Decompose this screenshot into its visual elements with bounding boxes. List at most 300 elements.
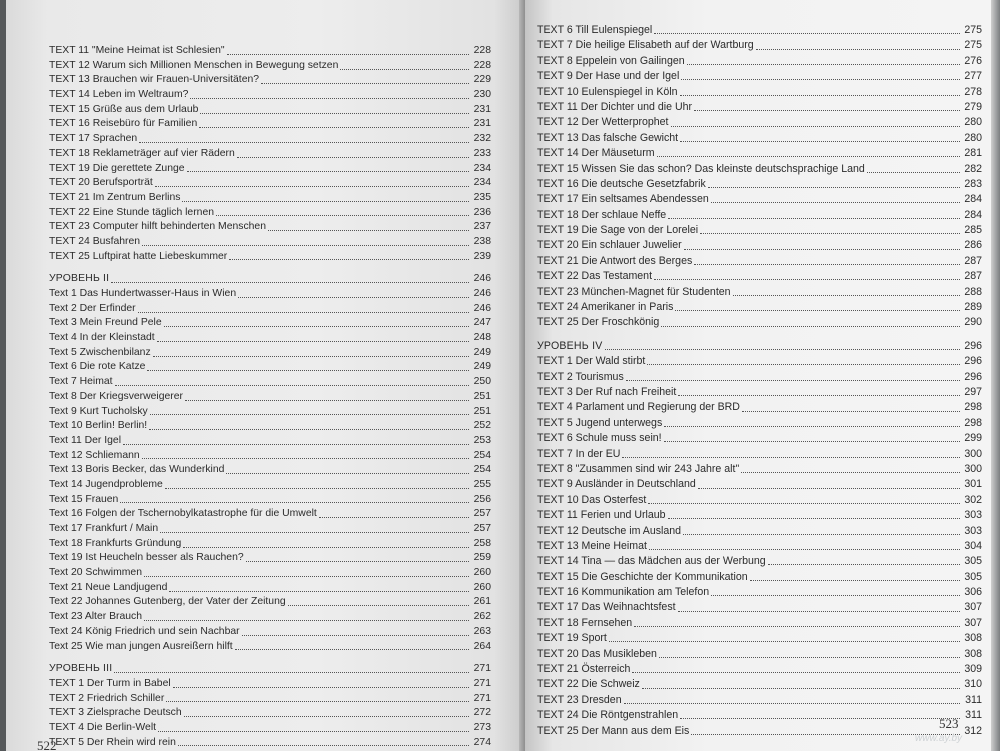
toc-entry-title: TEXT 2 Tourismus: [537, 370, 624, 383]
toc-entry: [537, 254, 982, 269]
toc-entry-title: УРОВЕНЬ IV: [537, 339, 603, 352]
toc-entry-title: TEXT 1 Der Turm in Babel: [49, 677, 171, 689]
toc-entry-title: TEXT 23 Dresden: [537, 693, 622, 706]
dot-leader: [664, 426, 960, 427]
toc-entry: [49, 375, 491, 390]
toc-entry-title: TEXT 12 Deutsche im Ausland: [537, 524, 682, 537]
toc-entry-title: TEXT 7 In der EU: [537, 447, 621, 460]
toc-entry: [49, 595, 491, 610]
toc-entry-title: УРОВЕНЬ II: [49, 273, 110, 285]
dot-leader: [683, 534, 960, 535]
dot-leader: [153, 356, 469, 357]
toc-entry-title: TEXT 4 Die Berlin-Welt: [49, 721, 157, 733]
toc-entry-title: TEXT 13 Brauchen wir Frauen-Universitäten?: [49, 74, 260, 86]
toc-entry: [537, 616, 982, 631]
toc-entry: [49, 132, 491, 147]
left-page: [6, 0, 525, 751]
toc-entry: [537, 585, 982, 600]
toc-entry-title: Text 3 Mein Freund Pele: [49, 317, 162, 329]
toc-entry: [49, 625, 491, 640]
dot-leader: [226, 473, 469, 474]
dot-leader: [733, 295, 960, 296]
dot-leader: [648, 503, 960, 504]
toc-entry: [49, 346, 491, 361]
toc-entry: [537, 85, 982, 100]
toc-entry: [49, 73, 491, 88]
toc-entry-page: 248: [473, 332, 491, 344]
toc-entry: [537, 162, 982, 177]
toc-entry-page: 302: [964, 493, 982, 506]
toc-entry-title: TEXT 8 Eppelein von Gailingen: [537, 54, 685, 67]
toc-entry-title: Text 8 Der Kriegsverweigerer: [49, 390, 183, 402]
dot-leader: [216, 215, 469, 216]
dot-leader: [678, 611, 960, 612]
toc-entry-page: 260: [473, 581, 491, 593]
toc-entry: [537, 177, 982, 192]
dot-leader: [319, 517, 469, 518]
toc-entry-page: 271: [473, 692, 491, 704]
toc-entry-title: TEXT 11 "Meine Heimat ist Schlesien": [49, 45, 225, 56]
toc-entry: [537, 493, 982, 508]
toc-entry-title: Text 4 In der Kleinstadt: [49, 332, 155, 344]
toc-entry-title: TEXT 21 Im Zentrum Berlins: [49, 191, 181, 203]
toc-entry-title: TEXT 23 München-Magnet für Studenten: [537, 285, 731, 298]
toc-entry: [49, 493, 491, 508]
toc-entry-title: Text 7 Heimat: [49, 376, 113, 388]
dot-leader: [158, 731, 469, 732]
dot-leader: [768, 564, 960, 565]
toc-entry: [49, 59, 491, 74]
toc-entry-title: TEXT 12 Der Wetterprophet: [537, 116, 669, 129]
toc-entry-page: 256: [473, 493, 491, 505]
toc-entry: [49, 581, 491, 596]
dot-leader: [671, 126, 960, 127]
dot-leader: [661, 326, 960, 327]
toc-entry-page: 278: [964, 85, 982, 98]
dot-leader: [144, 576, 469, 577]
dot-leader: [657, 156, 960, 157]
toc-entry-page: 261: [473, 596, 491, 608]
toc-entry-page: 232: [473, 133, 491, 145]
toc-entry-page: 298: [964, 401, 982, 414]
toc-entry: [537, 238, 982, 253]
toc-entry-title: Text 25 Wie man jungen Ausreißern hilft: [49, 640, 233, 652]
toc-entry: [537, 146, 982, 161]
toc-entry: [49, 537, 491, 552]
toc-entry-page: 305: [964, 570, 982, 583]
toc-entry-page: 287: [964, 270, 982, 283]
toc-entry: [49, 677, 491, 692]
toc-entry-page: 234: [473, 162, 491, 174]
toc-entry-title: TEXT 14 Der Mäuseturm: [537, 147, 655, 160]
toc-entry-page: 254: [473, 464, 491, 476]
dot-leader: [178, 745, 469, 746]
toc-entry: [537, 300, 982, 315]
dot-leader: [654, 33, 960, 34]
toc-entry-title: TEXT 15 Die Geschichte der Kommunikation: [537, 570, 748, 583]
toc-entry: [49, 250, 491, 265]
dot-leader: [622, 457, 960, 458]
toc-entry: [537, 508, 982, 523]
toc-entry-page: 246: [473, 273, 491, 285]
toc-entry: [537, 631, 982, 646]
dot-leader: [115, 385, 469, 386]
toc-entry-title: Text 15 Frauen: [49, 493, 119, 505]
toc-entry: [537, 462, 982, 477]
toc-entry: [537, 708, 982, 723]
toc-entry-page: 309: [964, 663, 982, 676]
toc-entry-title: Text 19 Ist Heucheln besser als Rauchen?: [49, 552, 244, 564]
toc-entry: [49, 434, 491, 449]
toc-entry: [537, 208, 982, 223]
toc-level-heading: [49, 272, 491, 287]
toc-entry-page: 297: [964, 385, 982, 398]
toc-entry: [49, 721, 491, 736]
toc-entry-page: 250: [473, 376, 491, 388]
toc-entry-page: 252: [473, 420, 491, 432]
toc-entry-page: 249: [473, 361, 491, 373]
toc-entry-title: TEXT 17 Das Weihnachtsfest: [537, 601, 676, 614]
toc-entry-page: 235: [473, 191, 491, 203]
toc-entry-title: TEXT 20 Berufsporträt: [49, 177, 153, 189]
toc-entry: [537, 269, 982, 284]
toc-entry-title: TEXT 1 Der Wald stirbt: [537, 355, 646, 368]
toc-entry-page: 247: [473, 317, 491, 329]
dot-leader: [750, 580, 960, 581]
dot-leader: [184, 716, 469, 717]
dot-leader: [246, 561, 469, 562]
right-page-number: 523: [939, 716, 959, 731]
toc-entry-title: Text 1 Das Hundertwasser-Haus in Wien: [49, 288, 237, 299]
toc-entry: [537, 570, 982, 585]
toc-entry-page: 303: [964, 509, 982, 522]
dot-leader: [227, 54, 469, 55]
dot-leader: [680, 141, 960, 142]
toc-entry: [537, 447, 982, 462]
toc-entry-title: TEXT 25 Luftpirat hatte Liebeskummer: [49, 250, 228, 262]
dot-leader: [164, 326, 469, 327]
left-page-number: 522: [37, 738, 57, 751]
dot-leader: [229, 259, 469, 260]
dot-leader: [694, 110, 960, 111]
toc-entry-page: 272: [473, 707, 491, 719]
dot-leader: [160, 532, 469, 533]
toc-entry-title: TEXT 4 Parlament und Regierung der BRD: [537, 401, 740, 414]
toc-entry: [537, 385, 982, 400]
toc-entry-title: TEXT 22 Die Schweiz: [537, 678, 640, 691]
toc-entry: [49, 610, 491, 625]
dot-leader: [634, 626, 960, 627]
toc-entry: [49, 287, 491, 302]
toc-entry: [537, 554, 982, 569]
toc-entry: [49, 405, 491, 420]
toc-entry-title: TEXT 13 Das falsche Gewicht: [537, 131, 679, 144]
toc-entry-page: 262: [473, 611, 491, 623]
toc-entry: [49, 566, 491, 581]
toc-entry-title: TEXT 24 Die Röntgenstrahlen: [537, 709, 679, 722]
dot-leader: [694, 264, 960, 265]
dot-leader: [756, 49, 960, 50]
dot-leader: [155, 186, 469, 187]
toc-entry-page: 299: [964, 432, 982, 445]
toc-entry-title: TEXT 3 Zielsprache Deutsch: [49, 707, 182, 719]
right-page: [525, 0, 991, 751]
toc-entry-page: 286: [964, 239, 982, 252]
toc-entry-title: TEXT 3 Der Ruf nach Freiheit: [537, 385, 677, 398]
toc-entry: [49, 88, 491, 103]
dot-leader: [680, 718, 960, 719]
toc-entry: [537, 600, 982, 615]
toc-entry-title: TEXT 19 Die Sage von der Lorelei: [537, 224, 699, 237]
toc-entry-title: TEXT 18 Der schlaue Neffe: [537, 208, 667, 221]
toc-entry: [537, 131, 982, 146]
toc-entry: [537, 38, 982, 53]
toc-entry-title: TEXT 14 Leben im Weltraum?: [49, 89, 189, 101]
toc-entry-page: 310: [964, 678, 982, 691]
toc-entry-title: TEXT 21 Österreich: [537, 663, 631, 676]
dot-leader: [120, 502, 469, 503]
dot-leader: [183, 547, 469, 548]
toc-entry-page: 283: [964, 177, 982, 190]
toc-entry-page: 298: [964, 416, 982, 429]
toc-entry-page: 296: [964, 370, 982, 383]
toc-entry-title: TEXT 8 "Zusammen sind wir 243 Jahre alt": [537, 462, 740, 475]
toc-entry-page: 273: [473, 721, 491, 733]
toc-entry-page: 284: [964, 208, 982, 221]
dot-leader: [149, 429, 469, 430]
toc-entry: [537, 115, 982, 130]
toc-entry-title: TEXT 9 Der Hase und der Igel: [537, 70, 680, 83]
toc-entry: [49, 640, 491, 655]
section-gap: [537, 331, 982, 339]
toc-entry: [49, 117, 491, 132]
toc-entry-page: 290: [964, 316, 982, 329]
toc-entry: [537, 285, 982, 300]
toc-entry: [49, 147, 491, 162]
toc-entry-page: 233: [473, 147, 491, 159]
toc-entry: [49, 44, 491, 59]
dot-leader: [624, 703, 960, 704]
dot-leader: [237, 157, 469, 158]
toc-entry: [49, 692, 491, 707]
toc-entry-page: 303: [964, 524, 982, 537]
toc-entry: [49, 390, 491, 405]
toc-entry-title: TEXT 20 Ein schlauer Juwelier: [537, 239, 682, 252]
toc-entry: [49, 478, 491, 493]
toc-entry-page: 307: [964, 601, 982, 614]
right-table-of-contents: [537, 23, 982, 739]
dot-leader: [684, 249, 960, 250]
toc-entry-page: 275: [964, 24, 982, 36]
toc-entry-page: 312: [964, 724, 982, 737]
toc-entry-page: 311: [965, 693, 982, 706]
toc-entry-title: TEXT 12 Warum sich Millionen Menschen in Bewegung setzen: [49, 59, 339, 71]
dot-leader: [642, 688, 960, 689]
toc-entry: [49, 449, 491, 464]
toc-entry-title: TEXT 11 Der Dichter und die Uhr: [537, 100, 693, 113]
toc-entry-page: 257: [473, 523, 491, 534]
toc-entry-title: Text 5 Zwischenbilanz: [49, 346, 151, 358]
section-gap: [49, 654, 491, 662]
toc-entry-title: TEXT 25 Der Mann aus dem Eis: [537, 724, 690, 737]
page-edge: [991, 0, 1000, 751]
toc-entry: [49, 176, 491, 191]
toc-entry-page: 296: [964, 339, 982, 352]
toc-entry: [49, 522, 491, 537]
toc-entry-title: TEXT 16 Kommunikation am Telefon: [537, 586, 710, 599]
toc-entry: [49, 419, 491, 434]
dot-leader: [235, 649, 469, 650]
dot-leader: [632, 672, 960, 673]
toc-entry-page: 246: [473, 302, 491, 314]
toc-entry-page: 271: [473, 677, 491, 689]
dot-leader: [654, 279, 960, 280]
toc-entry-page: 238: [473, 235, 491, 247]
toc-entry-page: 289: [964, 301, 982, 314]
toc-entry: [537, 524, 982, 539]
toc-entry-title: TEXT 7 Die heilige Elisabeth auf der Wartburg: [537, 39, 754, 52]
dot-leader: [150, 414, 469, 415]
toc-entry-page: 249: [473, 346, 491, 358]
dot-leader: [700, 233, 960, 234]
toc-entry: [49, 507, 491, 522]
toc-entry-page: 288: [964, 285, 982, 298]
watermark: www.ay.by: [915, 733, 963, 744]
toc-entry-title: TEXT 9 Ausländer in Deutschland: [537, 478, 696, 491]
toc-entry-title: Text 14 Jugendprobleme: [49, 478, 163, 490]
dot-leader: [144, 620, 469, 621]
dot-leader: [647, 364, 960, 365]
dot-leader: [678, 395, 960, 396]
toc-entry-title: Text 20 Schwimmen: [49, 567, 142, 579]
dot-leader: [138, 312, 469, 313]
toc-entry: [537, 69, 982, 84]
toc-entry-title: Text 10 Berlin! Berlin!: [49, 420, 148, 432]
toc-entry: [49, 331, 491, 346]
dot-leader: [687, 64, 960, 65]
toc-entry: [49, 360, 491, 375]
toc-entry-page: 308: [964, 632, 982, 645]
toc-entry-page: 263: [473, 625, 491, 637]
toc-entry: [537, 416, 982, 431]
toc-entry-title: TEXT 10 Das Osterfest: [537, 493, 647, 506]
dot-leader: [742, 411, 960, 412]
toc-entry-page: 306: [964, 586, 982, 599]
toc-entry-page: 301: [964, 478, 982, 491]
toc-entry-page: 281: [964, 147, 982, 160]
toc-entry-page: 237: [473, 221, 491, 233]
toc-entry-page: 300: [964, 447, 982, 460]
dot-leader: [668, 518, 960, 519]
dot-leader: [664, 441, 960, 442]
toc-entry-title: Text 18 Frankfurts Gründung: [49, 537, 182, 549]
toc-entry-page: 308: [964, 647, 982, 660]
toc-level-heading: [49, 662, 491, 677]
toc-entry-title: TEXT 5 Der Rhein wird rein: [49, 736, 176, 748]
toc-entry-title: TEXT 15 Grüße aus dem Urlaub: [49, 103, 199, 115]
toc-entry: [537, 223, 982, 238]
toc-entry: [537, 431, 982, 446]
dot-leader: [626, 380, 960, 381]
toc-entry: [537, 400, 982, 415]
dot-leader: [199, 127, 469, 128]
toc-entry-page: 307: [964, 616, 982, 629]
toc-entry-title: TEXT 20 Das Musikleben: [537, 647, 657, 660]
toc-entry-title: Text 24 König Friedrich und sein Nachbar: [49, 625, 240, 637]
toc-entry-page: 231: [473, 103, 491, 115]
toc-entry-page: 280: [964, 116, 982, 129]
toc-entry: [537, 354, 982, 369]
dot-leader: [114, 672, 469, 673]
toc-entry-page: 254: [473, 449, 491, 461]
toc-entry-title: TEXT 10 Eulenspiegel in Köln: [537, 85, 678, 98]
toc-entry-title: TEXT 16 Die deutsche Gesetzfabrik: [537, 177, 706, 190]
dot-leader: [288, 605, 469, 606]
toc-entry: [49, 206, 491, 221]
dot-leader: [741, 472, 960, 473]
toc-entry-page: 258: [473, 537, 491, 549]
dot-leader: [139, 142, 469, 143]
toc-entry-title: Text 9 Kurt Tucholsky: [49, 405, 148, 417]
left-table-of-contents: [49, 44, 491, 750]
section-gap: [49, 264, 491, 272]
dot-leader: [711, 595, 960, 596]
toc-entry: [537, 662, 982, 677]
dot-leader: [190, 98, 469, 99]
toc-entry: [49, 706, 491, 721]
toc-entry-title: Text 23 Alter Brauch: [49, 611, 142, 623]
toc-entry-page: 277: [964, 70, 982, 83]
dot-leader: [708, 187, 960, 188]
toc-entry-title: TEXT 21 Die Antwort des Berges: [537, 254, 693, 267]
toc-entry-title: Text 2 Der Erfinder: [49, 302, 136, 314]
toc-entry: [49, 162, 491, 177]
toc-entry-title: TEXT 17 Ein seltsames Abendessen: [537, 193, 709, 206]
toc-entry-title: TEXT 22 Eine Stunde täglich lernen: [49, 206, 215, 218]
dot-leader: [185, 400, 469, 401]
toc-entry: [49, 220, 491, 235]
dot-leader: [268, 230, 469, 231]
toc-entry: [537, 315, 982, 330]
toc-entry-title: Text 13 Boris Becker, das Wunderkind: [49, 464, 225, 476]
toc-entry-title: TEXT 19 Sport: [537, 632, 607, 645]
toc-entry-page: 260: [473, 567, 491, 579]
dot-leader: [200, 113, 469, 114]
toc-entry-page: 234: [473, 177, 491, 189]
toc-entry-title: Text 17 Frankfurt / Main: [49, 523, 159, 534]
toc-entry: [49, 191, 491, 206]
toc-entry-page: 285: [964, 224, 982, 237]
dot-leader: [698, 488, 960, 489]
toc-entry-page: 231: [473, 118, 491, 130]
toc-entry: [49, 235, 491, 250]
dot-leader: [242, 635, 469, 636]
toc-entry: [537, 23, 982, 38]
toc-entry-title: TEXT 19 Die gerettete Zunge: [49, 162, 185, 174]
toc-entry-title: TEXT 14 Tina — das Mädchen aus der Werbung: [537, 555, 766, 568]
toc-level-heading: [537, 339, 982, 354]
toc-entry-page: 282: [964, 162, 982, 175]
toc-entry-page: 280: [964, 131, 982, 144]
dot-leader: [659, 657, 960, 658]
dot-leader: [605, 349, 961, 350]
toc-entry: [49, 302, 491, 317]
toc-entry-page: 253: [473, 434, 491, 446]
dot-leader: [711, 202, 960, 203]
dot-leader: [668, 218, 960, 219]
toc-entry-page: 311: [965, 709, 982, 722]
toc-entry-page: 287: [964, 254, 982, 267]
